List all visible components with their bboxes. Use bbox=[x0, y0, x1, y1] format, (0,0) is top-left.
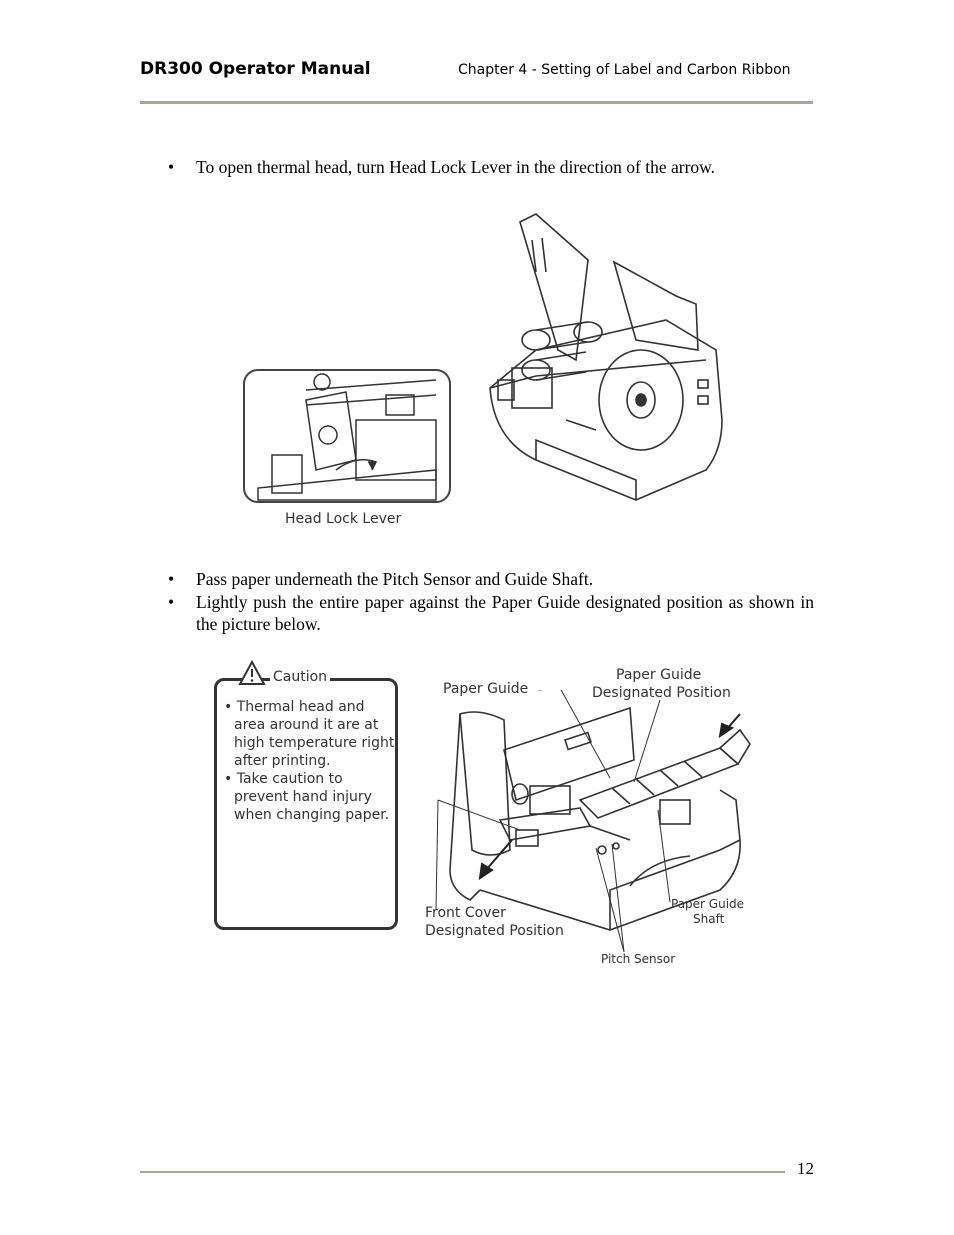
header-divider bbox=[140, 101, 813, 104]
bullet-marker: • bbox=[168, 157, 175, 177]
instruction-pass-paper: Pass paper underneath the Pitch Sensor and Guide Shaft. bbox=[196, 569, 594, 589]
warning-triangle-icon bbox=[238, 660, 266, 686]
caution-item: • Take caution to prevent hand injury when changing paper. bbox=[224, 771, 390, 823]
manual-title: DR300 Operator Manual bbox=[140, 59, 371, 79]
footer-divider bbox=[140, 1171, 785, 1173]
bullet-marker: • bbox=[168, 569, 175, 589]
page-number: 12 bbox=[797, 1159, 814, 1178]
instruction-push-paper: Lightly push the entire paper against the Paper Guide designated position as shown in the picture below. bbox=[196, 592, 814, 634]
chapter-title: Chapter 4 - Setting of Label and Carbon Ribbon bbox=[458, 62, 791, 78]
label-paper-guide-designated-line1: Paper Guide bbox=[616, 667, 702, 683]
caution-item: • Thermal head and area around it are at high temperature right after printing. bbox=[224, 699, 395, 769]
label-front-cover-line1: Front Cover bbox=[425, 905, 506, 921]
label-pitch-sensor: Pitch Sensor bbox=[601, 952, 676, 966]
bullet-marker: • bbox=[168, 592, 175, 612]
label-front-cover-line2: Designated Position bbox=[425, 923, 564, 939]
figure-head-lock bbox=[236, 200, 756, 540]
caution-title: Caution bbox=[270, 669, 330, 685]
label-paper-guide: Paper Guide bbox=[443, 681, 529, 697]
instruction-open-head: To open thermal head, turn Head Lock Lever in the direction of the arrow. bbox=[196, 157, 716, 177]
printer-illustration-1 bbox=[236, 200, 756, 540]
label-paper-guide-shaft-line2: Shaft bbox=[693, 912, 725, 926]
label-head-lock-lever: Head Lock Lever bbox=[285, 511, 402, 527]
label-paper-guide-designated-line2: Designated Position bbox=[592, 685, 731, 701]
caution-list bbox=[220, 698, 396, 824]
label-paper-guide-shaft-line1: Paper Guide bbox=[671, 897, 745, 911]
